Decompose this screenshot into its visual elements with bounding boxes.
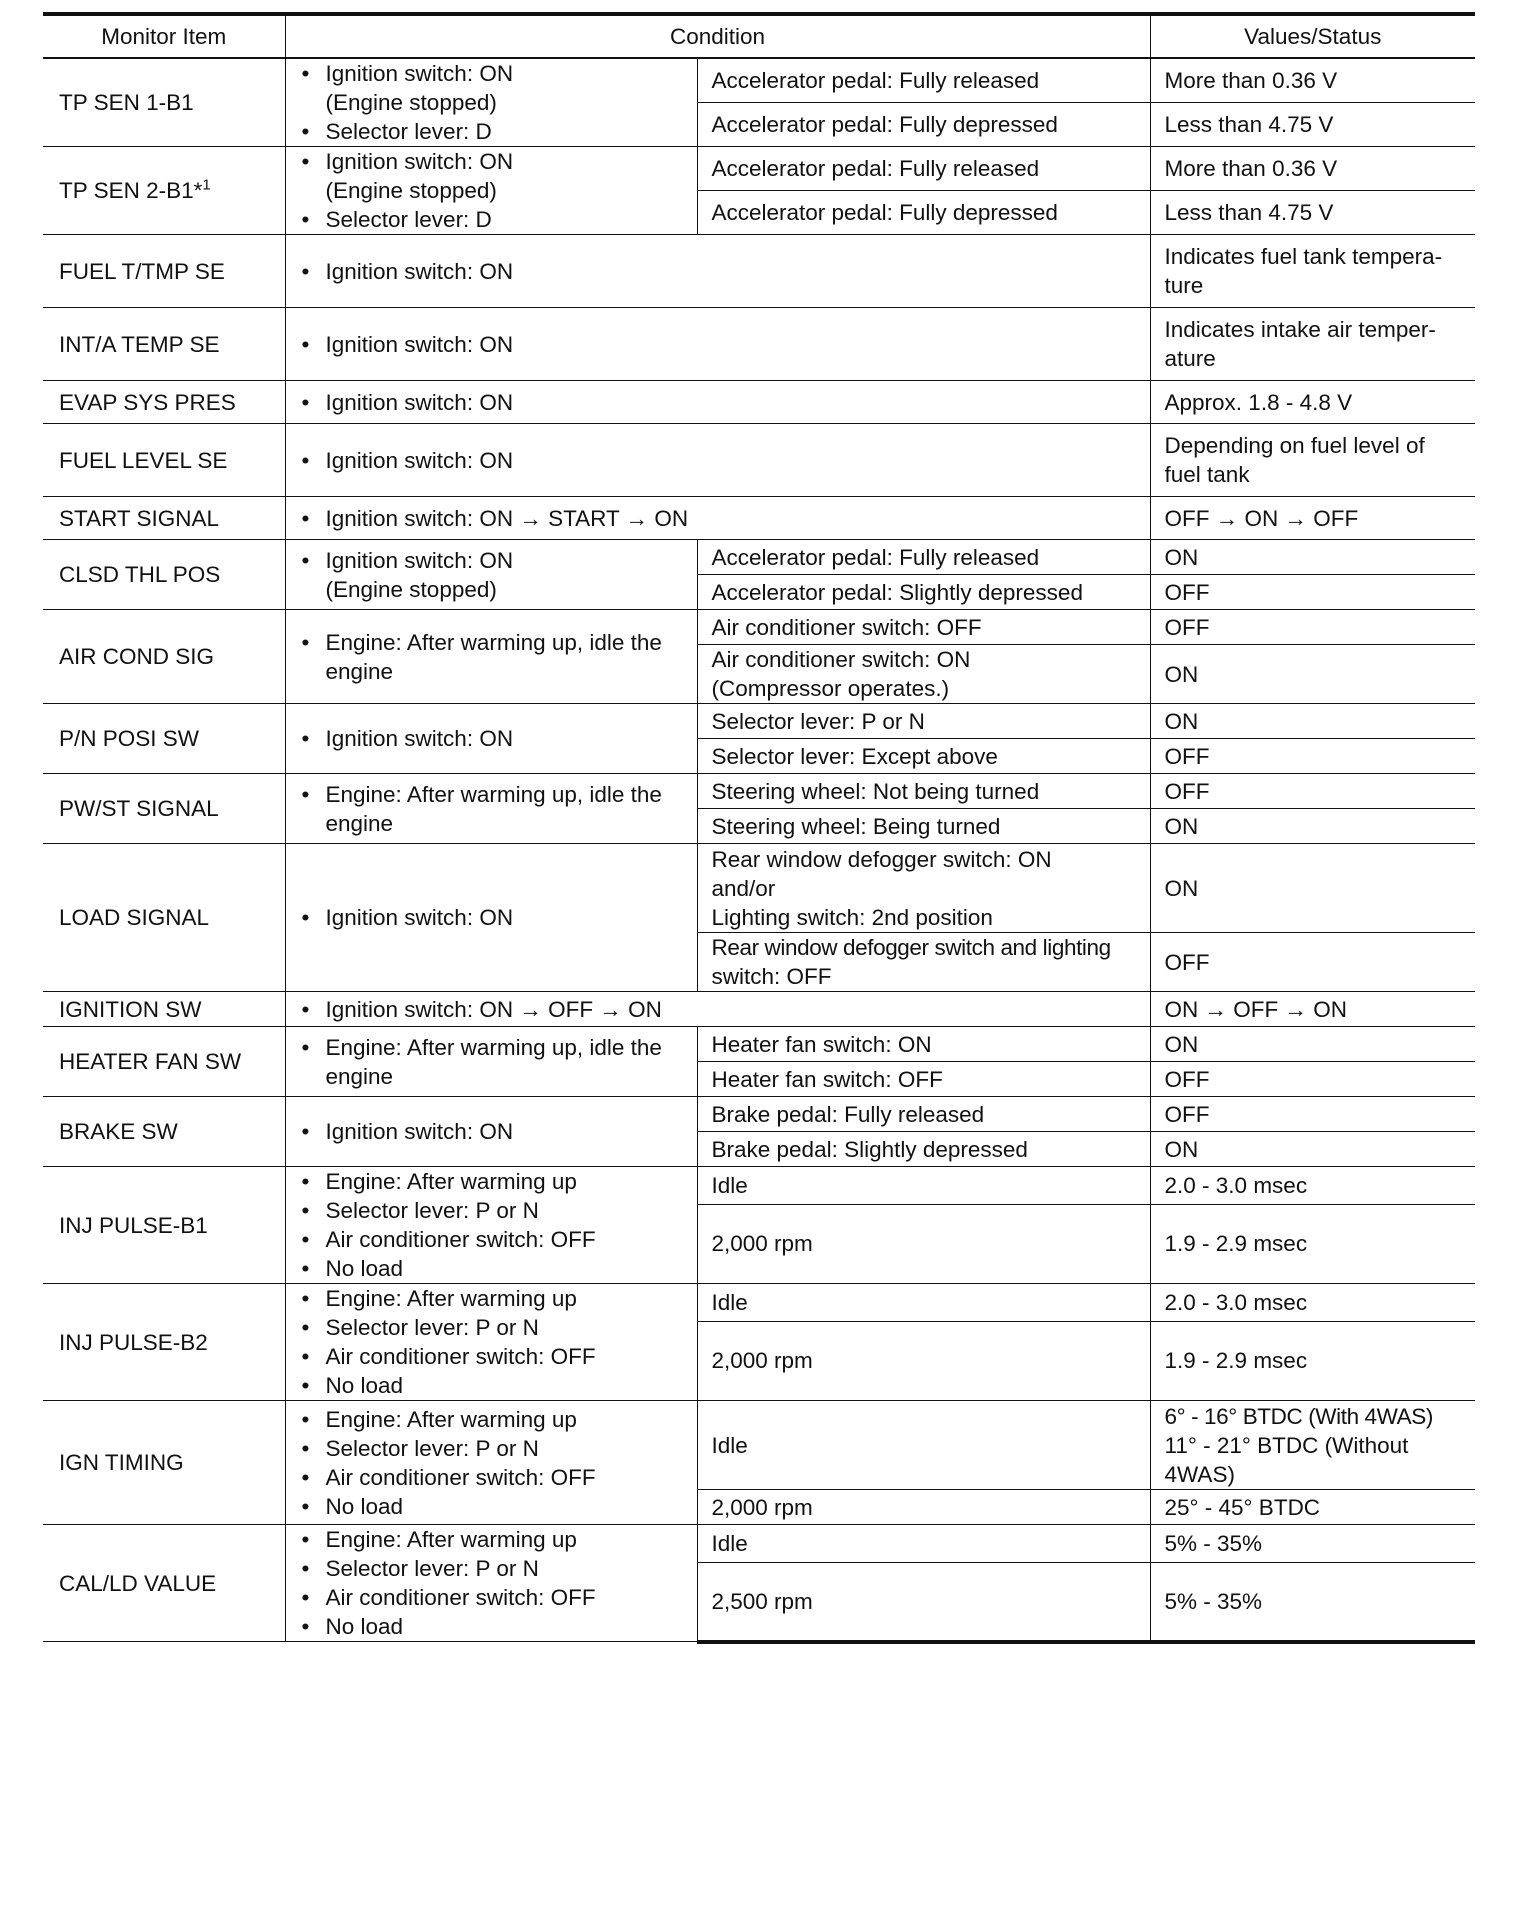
- monitor-item-cell: IGN TIMING: [43, 1401, 285, 1525]
- value-line: 11° - 21° BTDC (Without: [1164, 1432, 1409, 1458]
- value-cell: ON: [1150, 645, 1475, 704]
- sub-condition-cell: Steering wheel: Not being turned: [697, 774, 1150, 809]
- sub-condition-cell: Selector lever: P or N: [697, 704, 1150, 739]
- value-cell: [1150, 424, 1475, 497]
- sub-condition-line: Air conditioner switch: ON: [711, 647, 971, 672]
- condition-bullet: • Ignition switch: ON → START → ON: [300, 504, 1136, 533]
- value-cell: Less than 4.75 V: [1150, 102, 1475, 146]
- value-cell: [1150, 235, 1475, 308]
- value-cell: OFF → ON → OFF: [1150, 497, 1475, 540]
- sub-condition-cell: Idle: [697, 1401, 1150, 1490]
- table-row: [43, 1401, 1475, 1490]
- condition-cell: [285, 424, 1150, 497]
- monitor-item-cell: IGNITION SW: [43, 992, 285, 1027]
- condition-cell: [285, 235, 1150, 308]
- monitor-item-cell: AIR COND SIG: [43, 610, 285, 704]
- condition-cell: [285, 1167, 697, 1284]
- table-row: [43, 1027, 1475, 1062]
- condition-cell: [285, 1027, 697, 1097]
- table-row: [43, 1167, 1475, 1205]
- value-cell: 2.0 - 3.0 msec: [1150, 1284, 1475, 1322]
- value-cell: 5% - 35%: [1150, 1562, 1475, 1641]
- value-cell: ON: [1150, 809, 1475, 844]
- table-row: [43, 992, 1475, 1027]
- sub-condition-cell: Heater fan switch: ON: [697, 1027, 1150, 1062]
- condition-bullet: • Ignition switch: ON → OFF → ON: [300, 995, 1136, 1024]
- value-cell: ON: [1150, 1132, 1475, 1167]
- condition-continuation: (Engine stopped): [325, 90, 497, 115]
- sub-condition-cell: Selector lever: Except above: [697, 739, 1150, 774]
- condition-cell: [285, 497, 1150, 540]
- value-cell: ON: [1150, 704, 1475, 739]
- condition-bullet: • Engine: After warming up: [300, 1167, 683, 1196]
- condition-cell: [285, 610, 697, 704]
- sub-condition-cell: Brake pedal: Fully released: [697, 1097, 1150, 1132]
- condition-cell: [285, 1097, 697, 1167]
- monitor-item-cell: CLSD THL POS: [43, 540, 285, 610]
- value-cell: OFF: [1150, 933, 1475, 992]
- sub-condition-cell: Accelerator pedal: Fully released: [697, 540, 1150, 575]
- table-row: [43, 1097, 1475, 1132]
- condition-continuation: (Engine stopped): [325, 178, 497, 203]
- table-row: [43, 497, 1475, 540]
- condition-bullet: • No load: [300, 1492, 683, 1521]
- header-monitor-item: Monitor Item: [43, 14, 285, 58]
- table-header-row: [43, 14, 1475, 58]
- condition-bullet: • Ignition switch: ON: [300, 903, 683, 932]
- sub-condition-cell: Heater fan switch: OFF: [697, 1062, 1150, 1097]
- value-line: Depending on fuel level of: [1164, 433, 1425, 458]
- monitor-item-cell: [43, 147, 285, 235]
- header-values-status: Values/Status: [1150, 14, 1475, 58]
- sub-condition-cell: Steering wheel: Being turned: [697, 809, 1150, 844]
- value-cell: OFF: [1150, 575, 1475, 610]
- table-row: [43, 147, 1475, 191]
- value-cell: OFF: [1150, 774, 1475, 809]
- value-cell: ON: [1150, 540, 1475, 575]
- condition-bullet: • Selector lever: D: [300, 117, 683, 146]
- sub-condition-cell: Accelerator pedal: Fully depressed: [697, 102, 1150, 146]
- condition-bullet: • Engine: After warming up: [300, 1405, 683, 1434]
- condition-cell: [285, 308, 1150, 381]
- monitor-item-cell: INT/A TEMP SE: [43, 308, 285, 381]
- sub-condition-line: Rear window defogger switch and lighting: [711, 935, 1111, 960]
- monitor-item-cell: FUEL LEVEL SE: [43, 424, 285, 497]
- sub-condition-cell: 2,000 rpm: [697, 1204, 1150, 1283]
- value-line: ture: [1164, 273, 1204, 298]
- sub-condition-cell: Idle: [697, 1167, 1150, 1205]
- table-row: [43, 540, 1475, 575]
- table-row: [43, 1525, 1475, 1563]
- value-cell: ON: [1150, 1027, 1475, 1062]
- condition-bullet: • Engine: After warming up, idle the: [300, 780, 683, 809]
- value-cell: More than 0.36 V: [1150, 58, 1475, 102]
- monitor-item-cell: LOAD SIGNAL: [43, 844, 285, 992]
- value-line: ature: [1164, 346, 1216, 371]
- value-cell: OFF: [1150, 1097, 1475, 1132]
- value-cell: ON: [1150, 844, 1475, 933]
- sub-condition-cell: [697, 844, 1150, 933]
- table-row: [43, 235, 1475, 308]
- table-row: [43, 774, 1475, 809]
- table-row: [43, 704, 1475, 739]
- monitor-item-cell: CAL/LD VALUE: [43, 1525, 285, 1642]
- monitor-item-cell: BRAKE SW: [43, 1097, 285, 1167]
- condition-bullet: • Selector lever: P or N: [300, 1196, 683, 1225]
- condition-bullet: • Ignition switch: ON: [300, 446, 1136, 475]
- value-cell: ON → OFF → ON: [1150, 992, 1475, 1027]
- sub-condition-cell: [697, 645, 1150, 704]
- value-cell: 1.9 - 2.9 msec: [1150, 1204, 1475, 1283]
- condition-cell: [285, 1284, 697, 1401]
- monitor-item-cell: EVAP SYS PRES: [43, 381, 285, 424]
- condition-continuation: engine: [325, 810, 394, 836]
- condition-continuation: engine: [325, 658, 394, 684]
- value-cell: [1150, 308, 1475, 381]
- condition-bullet: • Ignition switch: ON: [300, 1117, 683, 1146]
- condition-bullet: • Selector lever: P or N: [300, 1313, 683, 1342]
- condition-cell: [285, 540, 697, 610]
- value-cell: 25° - 45° BTDC: [1150, 1490, 1475, 1525]
- sub-condition-cell: 2,000 rpm: [697, 1490, 1150, 1525]
- monitor-item-cell: HEATER FAN SW: [43, 1027, 285, 1097]
- condition-cell: [285, 704, 697, 774]
- condition-bullet: • Engine: After warming up, idle the: [300, 628, 683, 657]
- condition-cell: [285, 58, 697, 147]
- sub-condition-cell: Accelerator pedal: Fully depressed: [697, 191, 1150, 235]
- condition-bullet: • Ignition switch: ON: [300, 147, 683, 176]
- condition-continuation: (Engine stopped): [325, 576, 497, 602]
- monitor-item-table-sheet: [43, 12, 1475, 1644]
- condition-bullet: • No load: [300, 1371, 683, 1400]
- condition-cell: [285, 147, 697, 235]
- sub-condition-cell: Brake pedal: Slightly depressed: [697, 1132, 1150, 1167]
- condition-bullet: • Ignition switch: ON: [300, 59, 683, 88]
- condition-cell: [285, 1525, 697, 1642]
- condition-bullet: • Engine: After warming up, idle the: [300, 1033, 683, 1062]
- table-row: [43, 381, 1475, 424]
- condition-bullet: • Ignition switch: ON: [300, 546, 683, 575]
- condition-bullet: • Ignition switch: ON: [300, 330, 1136, 359]
- condition-bullet: • Air conditioner switch: OFF: [300, 1583, 683, 1612]
- monitor-item-cell: P/N POSI SW: [43, 704, 285, 774]
- table-row: [43, 610, 1475, 645]
- sub-condition-cell: Accelerator pedal: Fully released: [697, 58, 1150, 102]
- condition-bullet: • Selector lever: D: [300, 205, 683, 234]
- condition-bullet: • Air conditioner switch: OFF: [300, 1225, 683, 1254]
- condition-bullet: • Selector lever: P or N: [300, 1554, 683, 1583]
- condition-bullet: • Ignition switch: ON: [300, 388, 1136, 417]
- sub-condition-cell: Air conditioner switch: OFF: [697, 610, 1150, 645]
- value-cell: [1150, 1401, 1475, 1490]
- condition-cell: [285, 774, 697, 844]
- table-row: [43, 308, 1475, 381]
- monitor-item-cell: INJ PULSE-B1: [43, 1167, 285, 1284]
- condition-cell: [285, 381, 1150, 424]
- table-row: [43, 1284, 1475, 1322]
- monitor-item-label: TP SEN 2-B1*: [59, 178, 203, 203]
- condition-continuation: engine: [325, 1063, 394, 1089]
- header-condition: Condition: [285, 14, 1150, 58]
- condition-cell: [285, 1401, 697, 1525]
- condition-bullet: • Engine: After warming up: [300, 1525, 683, 1554]
- monitor-item-cell: FUEL T/TMP SE: [43, 235, 285, 308]
- condition-bullet: • Selector lever: P or N: [300, 1434, 683, 1463]
- value-cell: OFF: [1150, 739, 1475, 774]
- value-line: Indicates fuel tank tempera-: [1164, 244, 1443, 269]
- table-row: [43, 844, 1475, 933]
- value-line: Indicates intake air temper-: [1164, 317, 1436, 342]
- condition-bullet: • No load: [300, 1612, 683, 1641]
- sub-condition-line: (Compressor operates.): [711, 676, 950, 701]
- value-cell: More than 0.36 V: [1150, 147, 1475, 191]
- sub-condition-line: Rear window defogger switch: ON: [711, 846, 1052, 872]
- sub-condition-line: and/or: [711, 875, 776, 901]
- sub-condition-cell: [697, 933, 1150, 992]
- sub-condition-line: switch: OFF: [711, 964, 832, 989]
- monitor-item-cell: INJ PULSE-B2: [43, 1284, 285, 1401]
- value-cell: OFF: [1150, 1062, 1475, 1097]
- sub-condition-line: Lighting switch: 2nd position: [711, 904, 993, 930]
- condition-cell: [285, 844, 697, 992]
- value-cell: 5% - 35%: [1150, 1525, 1475, 1563]
- monitor-item-cell: TP SEN 1-B1: [43, 58, 285, 147]
- value-cell: 1.9 - 2.9 msec: [1150, 1321, 1475, 1400]
- monitor-item-cell: START SIGNAL: [43, 497, 285, 540]
- table-row: [43, 424, 1475, 497]
- sub-condition-cell: Accelerator pedal: Slightly depressed: [697, 575, 1150, 610]
- value-cell: Approx. 1.8 - 4.8 V: [1150, 381, 1475, 424]
- value-line: fuel tank: [1164, 462, 1250, 487]
- condition-bullet: • Air conditioner switch: OFF: [300, 1463, 683, 1492]
- monitor-item-cell: PW/ST SIGNAL: [43, 774, 285, 844]
- sub-condition-cell: Idle: [697, 1525, 1150, 1563]
- condition-bullet: • Air conditioner switch: OFF: [300, 1342, 683, 1371]
- value-line: 4WAS): [1164, 1461, 1235, 1487]
- value-cell: Less than 4.75 V: [1150, 191, 1475, 235]
- condition-bullet: • Engine: After warming up: [300, 1284, 683, 1313]
- footnote-marker: 1: [202, 176, 211, 194]
- table-row: [43, 58, 1475, 102]
- condition-bullet: • No load: [300, 1254, 683, 1283]
- value-cell: 2.0 - 3.0 msec: [1150, 1167, 1475, 1205]
- condition-bullet: • Ignition switch: ON: [300, 257, 1136, 286]
- condition-cell: [285, 992, 1150, 1027]
- condition-bullet: • Ignition switch: ON: [300, 724, 683, 753]
- value-cell: OFF: [1150, 610, 1475, 645]
- sub-condition-cell: 2,500 rpm: [697, 1562, 1150, 1641]
- sub-condition-cell: 2,000 rpm: [697, 1321, 1150, 1400]
- sub-condition-cell: Accelerator pedal: Fully released: [697, 147, 1150, 191]
- value-line: 6° - 16° BTDC (With 4WAS): [1164, 1403, 1433, 1429]
- monitor-item-table: [43, 12, 1475, 1644]
- sub-condition-cell: Idle: [697, 1284, 1150, 1322]
